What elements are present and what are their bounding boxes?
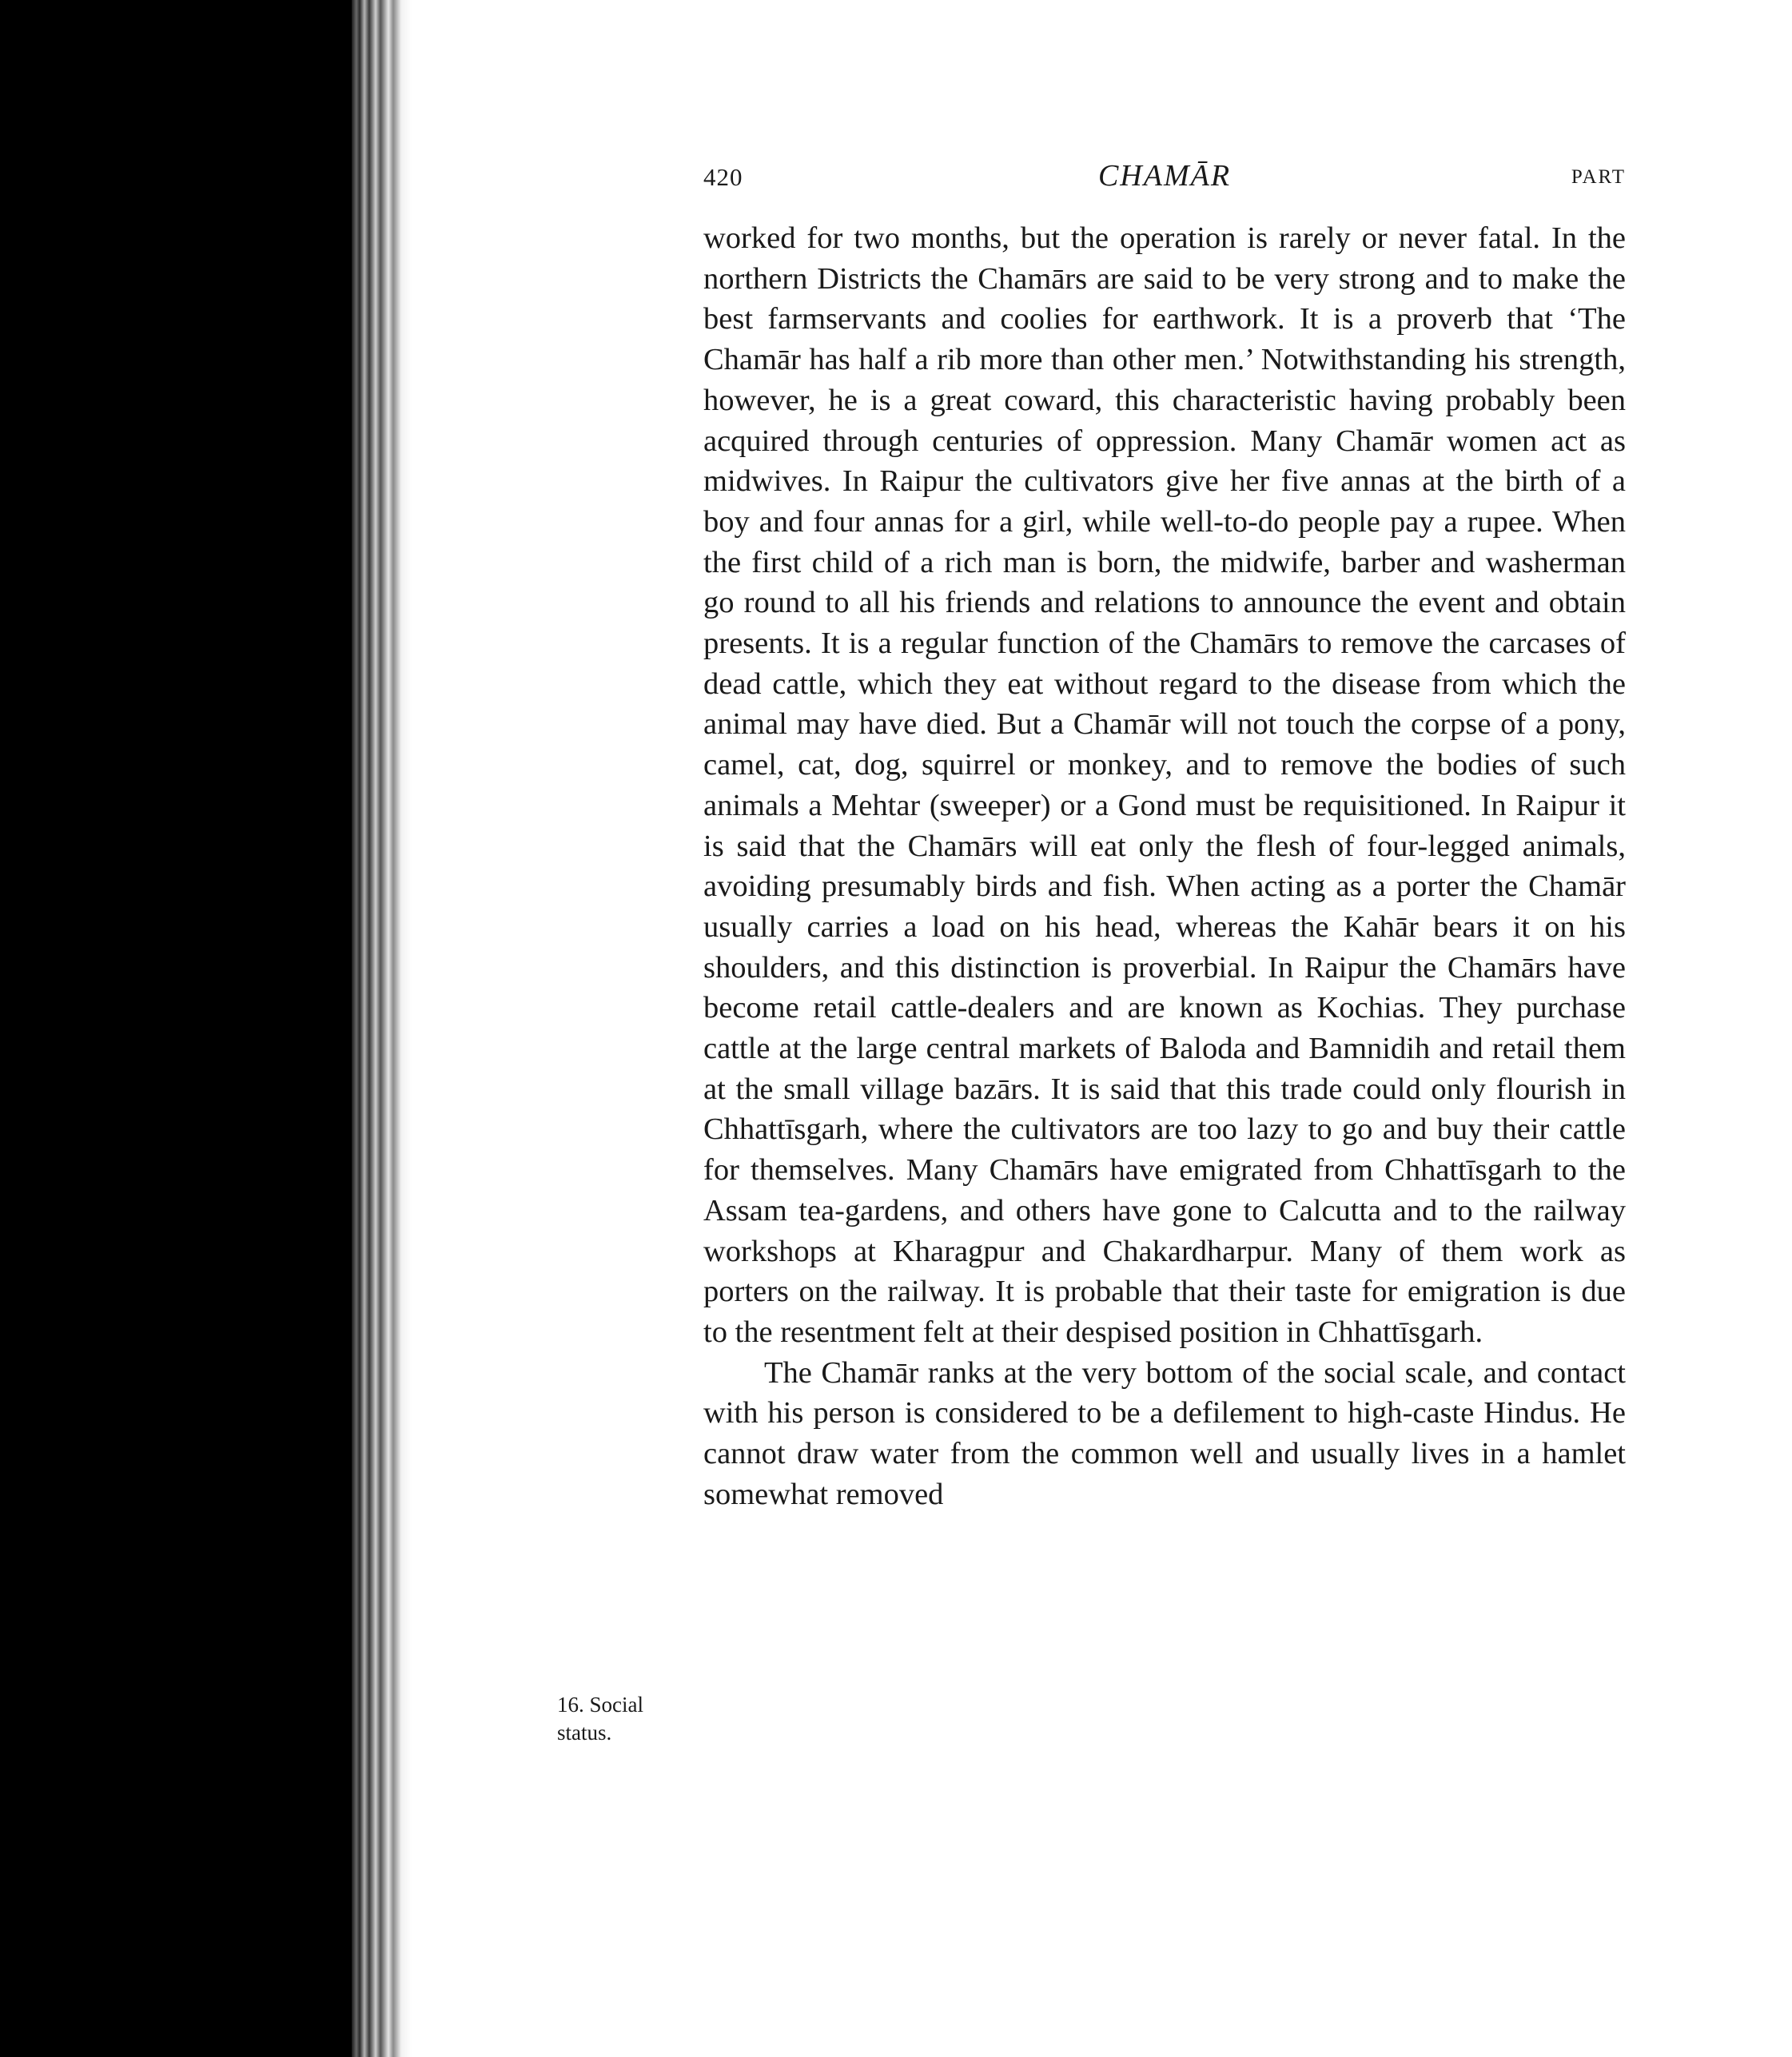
- running-title: CHAMĀR: [1097, 159, 1232, 193]
- part-label: PART: [1571, 166, 1626, 188]
- body-text: [703, 218, 1626, 1515]
- paragraph-social-status: The Chamār ranks at the very bottom of the social scale, and contact with his person is considered to be a defilement to high-caste Hindus. He cannot draw water from the common well and usually lives in a hamlet somewhat removed: [703, 1355, 1626, 1511]
- book-spine-shadow: [0, 0, 352, 2057]
- margin-note-social-status: 16. Social status.: [557, 1693, 643, 1745]
- page-gutter-edge: [352, 0, 412, 2057]
- page-header: [703, 158, 1626, 195]
- page-number: 420: [703, 163, 743, 191]
- paragraph-continued: worked for two months, but the operation is rarely or never fatal. In the northern Districts the Chamārs are said to be very strong and to make the best farmservants and coolies for earthwork. It is a proverb that ‘The Chamār has half a rib more than other men.’ Notwithstanding his strength, however, he is a great coward, this characteristic having probably been acquired through centuries of oppression. Many Chamār women act as midwives. In Raipur the cultivators give her five annas at the birth of a boy and four annas for a girl, while well-to-do people pay a rupee. When the first child of a rich man is born, the midwife, barber and washerman go round to all his friends and relations to announce the event and obtain presents. It is a regular function of the Chamārs to remove the carcases of dead cattle, which they eat without regard to the disease from which the animal may have died. But a Chamār will not touch the corpse of a pony, camel, cat, dog, squirrel or monkey, and to remove the bodies of such animals a Mehtar (sweeper) or a Gond must be requisitioned. In Raipur it is said that the Chamārs will eat only the flesh of four-legged animals, avoiding presumably birds and fish. When acting as a porter the Chamār usually carries a load on his head, whereas the Kahār bears it on his shoulders, and this distinction is proverbial. In Raipur the Chamārs have become retail cattle-dealers and are known as Kochias. They purchase cattle at the large central markets of Baloda and Bamnidih and retail them at the small village bazārs. It is said that this trade could only flourish in Chhattīsgarh, where the cultivators are too lazy to go and buy their cattle for themselves. Many Chamārs have emigrated from Chhattīsgarh to the Assam tea-gardens, and others have gone to Calcutta and to the railway workshops at Kharagpur and Chakardharpur. Many of them work as porters on the railway. It is probable that their taste for emigration is due to the resentment felt at their despised position in Chhattīsgarh.: [703, 221, 1626, 1349]
